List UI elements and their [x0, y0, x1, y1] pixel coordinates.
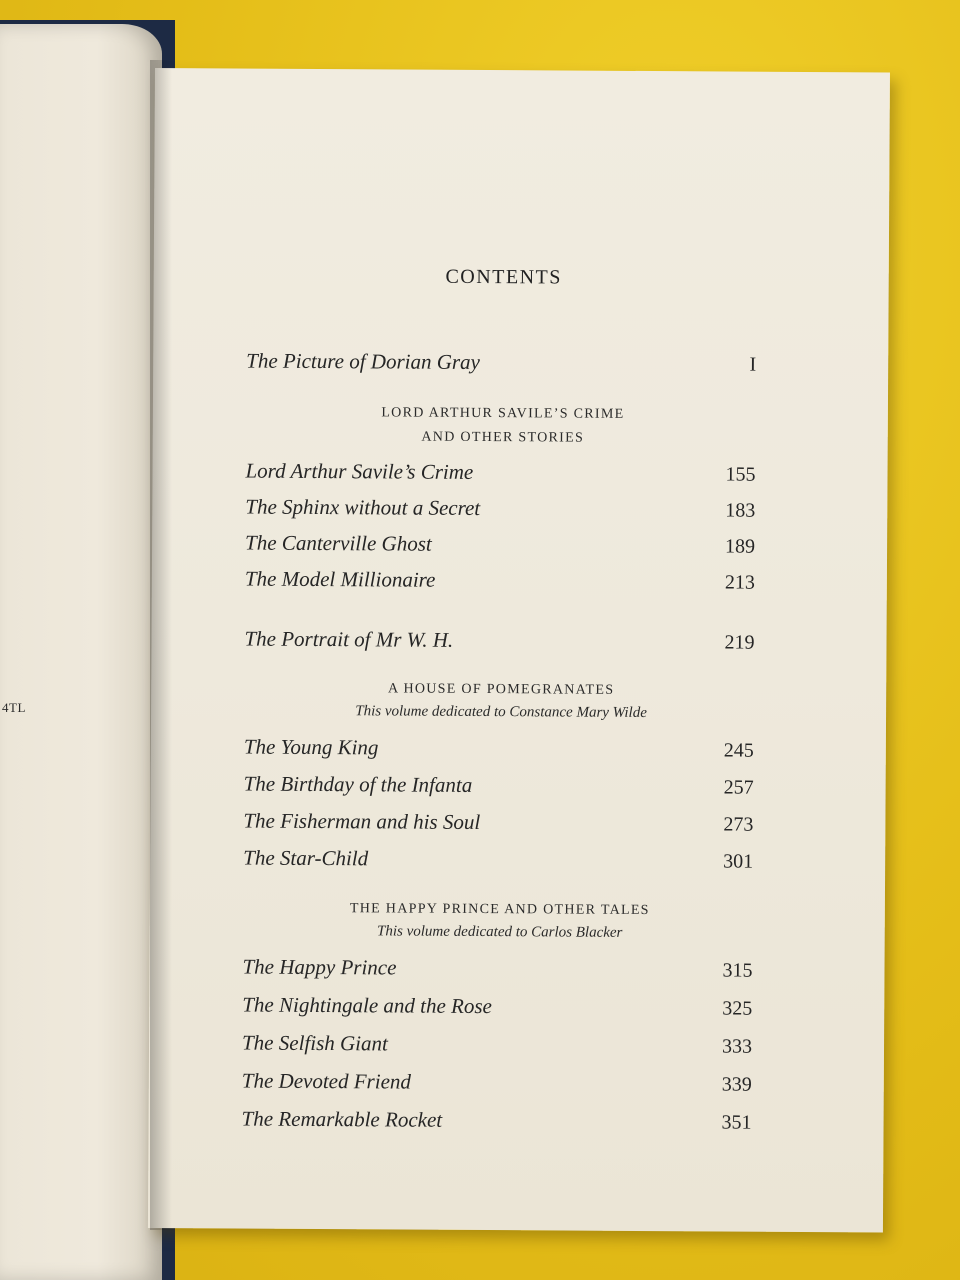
toc-entry-page: 333 [721, 1035, 753, 1058]
toc-entry-page: 339 [721, 1073, 752, 1096]
toc-entry-page: I [749, 353, 757, 376]
section-dedication: This volume dedicated to Constance Mary Wilde [355, 703, 647, 722]
toc-entry-title: The Canterville Ghost [245, 530, 432, 556]
left-page [0, 24, 162, 1280]
toc-entry [243, 846, 753, 881]
toc-entry [245, 495, 755, 530]
section-heading: THE HAPPY PRINCE AND OTHER TALES [349, 901, 650, 919]
toc-entry-title: The Sphinx without a Secret [245, 494, 481, 520]
toc-entry [242, 1031, 752, 1066]
page-gutter-shadow [150, 60, 172, 1230]
toc-entry [245, 567, 755, 602]
toc-entry [244, 772, 754, 807]
section-heading: AND OTHER STORIES [421, 429, 585, 446]
toc-entry [242, 993, 752, 1028]
section-heading: A HOUSE OF POMEGRANATES [387, 681, 615, 698]
toc-entry-title: The Birthday of the Infanta [243, 771, 473, 797]
toc-entry [246, 349, 756, 384]
toc-entry-page: 219 [724, 631, 755, 654]
toc-entry-page: 245 [723, 739, 754, 762]
contents-page [148, 68, 890, 1232]
toc-entry [241, 1107, 751, 1142]
left-page-text-fragment: 4TL [2, 700, 26, 715]
toc-entry-page: 213 [724, 571, 755, 594]
toc-entry-title: The Happy Prince [242, 954, 397, 980]
section-heading: LORD ARTHUR SAVILE’S CRIME [381, 405, 625, 422]
toc-entry-title: The Selfish Giant [241, 1030, 388, 1056]
toc-entry-title: The Remarkable Rocket [241, 1106, 443, 1132]
toc-entry-title: The Fisherman and his Soul [243, 808, 481, 835]
toc-entry-page: 183 [725, 499, 756, 522]
toc-entry-title: The Picture of Dorian Gray [246, 348, 480, 374]
toc-entry-page: 155 [725, 463, 756, 486]
toc-entry-page: 325 [722, 997, 753, 1020]
toc-entry-title: The Model Millionaire [244, 566, 436, 592]
toc-entry-title: The Portrait of Mr W. H. [244, 626, 454, 652]
contents-heading: CONTENTS [445, 265, 563, 289]
toc-entry [244, 735, 754, 770]
section-dedication: This volume dedicated to Carlos Blacker [376, 923, 623, 941]
toc-entry [244, 627, 754, 662]
toc-entry [245, 459, 755, 494]
toc-entry-title: The Young King [243, 734, 379, 760]
toc-entry-page: 257 [723, 776, 754, 799]
toc-entry-page: 351 [721, 1111, 752, 1134]
toc-entry-page: 301 [723, 850, 754, 873]
toc-entry [242, 955, 752, 990]
toc-entry [243, 809, 753, 844]
toc-entry-page: 273 [723, 813, 754, 836]
toc-entry-title: Lord Arthur Savile’s Crime [245, 458, 474, 484]
toc-entry [242, 1069, 752, 1104]
toc-entry-title: The Star-Child [243, 845, 369, 871]
toc-entry-title: The Nightingale and the Rose [242, 992, 493, 1019]
toc-entry-page: 315 [722, 959, 753, 982]
toc-entry-title: The Devoted Friend [241, 1068, 412, 1094]
toc-entry [245, 531, 755, 566]
toc-entry-page: 189 [725, 535, 756, 558]
